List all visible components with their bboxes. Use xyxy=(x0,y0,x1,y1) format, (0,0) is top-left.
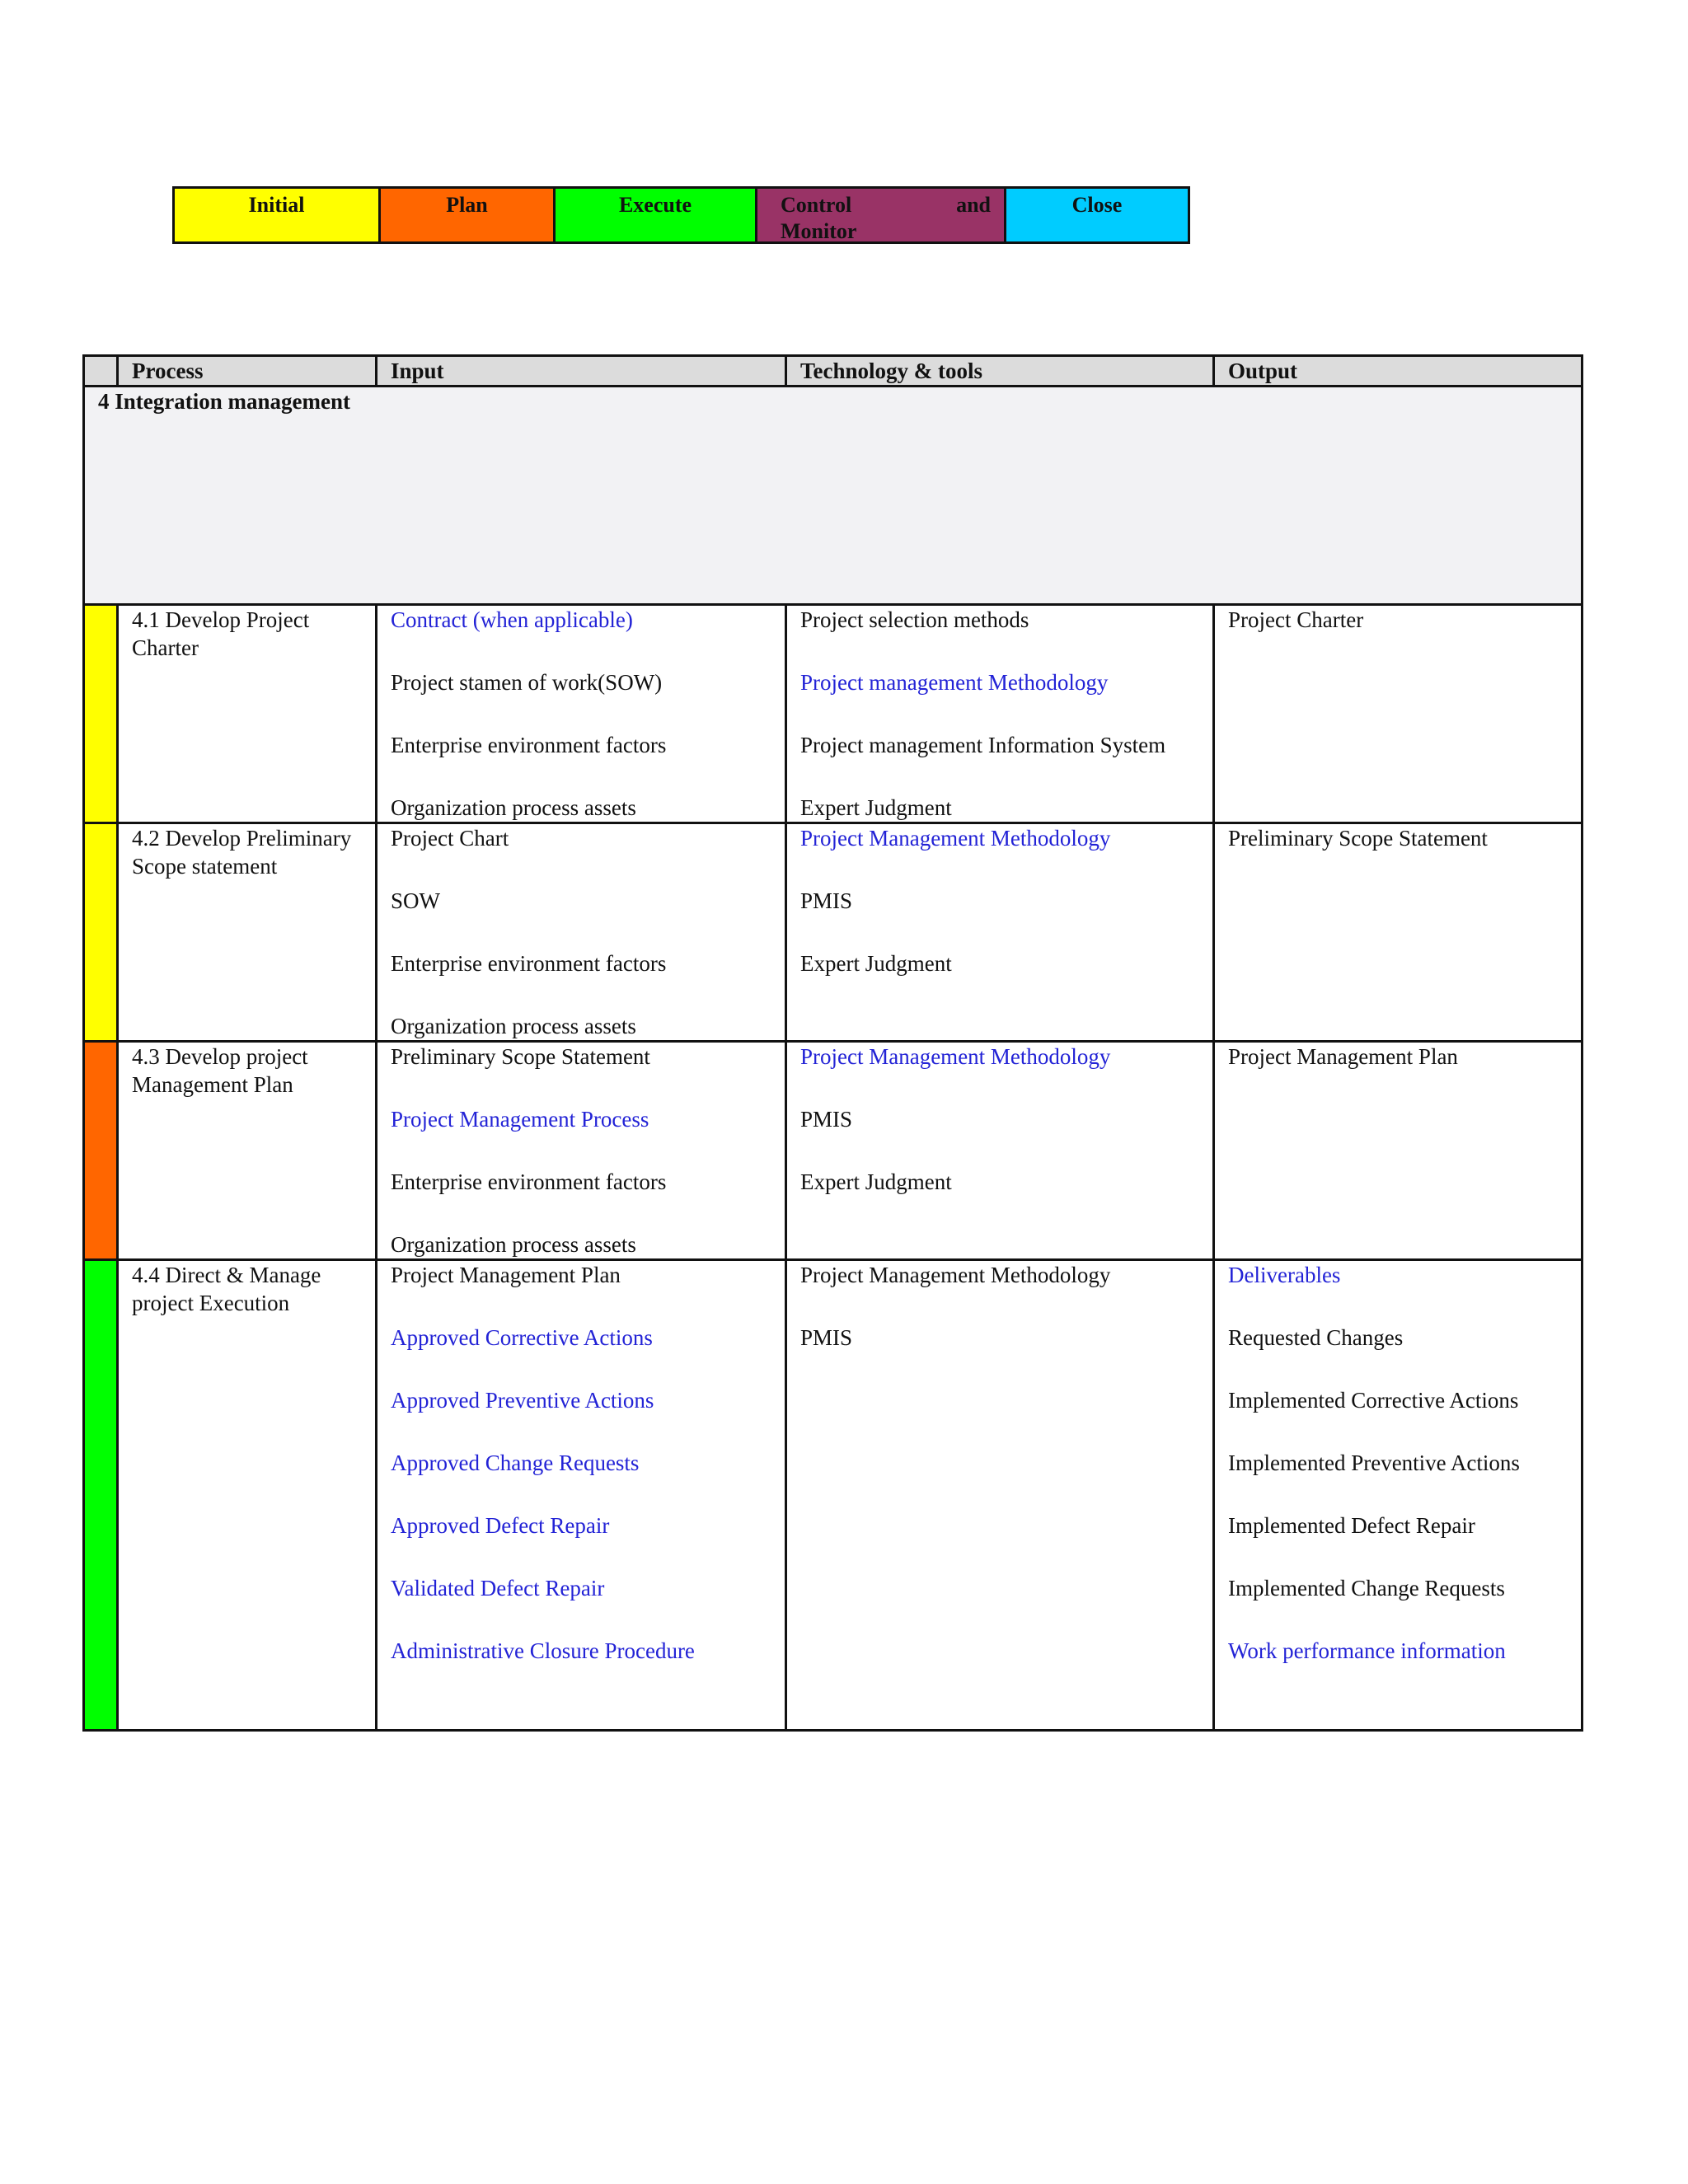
list-item: Organization process assets xyxy=(391,1232,636,1257)
table-row xyxy=(84,823,1582,1042)
list-item: Implemented Change Requests xyxy=(1228,1576,1505,1601)
phase-color-strip xyxy=(84,1260,118,1731)
header-input: Input xyxy=(377,356,786,387)
list-item[interactable]: Administrative Closure Procedure xyxy=(391,1638,695,1663)
header-phase-strip xyxy=(84,356,118,387)
list-item: PMIS xyxy=(800,888,853,913)
legend-control-word: Control xyxy=(781,193,852,217)
inputs-cell xyxy=(377,1260,786,1731)
list-item: Project stamen of work(SOW) xyxy=(391,670,663,695)
list-item[interactable]: Project Management Process xyxy=(391,1107,649,1132)
list-item: Enterprise environment factors xyxy=(391,1169,667,1194)
list-item: PMIS xyxy=(800,1325,853,1350)
list-item: Implemented Preventive Actions xyxy=(1228,1451,1520,1475)
list-item: Project Chart xyxy=(391,826,509,851)
list-item: Organization process assets xyxy=(391,795,636,820)
outputs-cell xyxy=(1214,605,1582,823)
list-item: Project Management Plan xyxy=(391,1263,621,1287)
list-item: PMIS xyxy=(800,1107,853,1132)
list-item: Enterprise environment factors xyxy=(391,951,667,976)
list-item: Organization process assets xyxy=(391,1014,636,1038)
header-tools: Technology & tools xyxy=(786,356,1214,387)
list-item: Preliminary Scope Statement xyxy=(1228,826,1488,851)
phase-color-strip xyxy=(84,1042,118,1260)
list-item: Project management Information System xyxy=(800,733,1166,757)
list-item: Expert Judgment xyxy=(800,951,952,976)
table-row xyxy=(84,1260,1582,1731)
phase-color-strip xyxy=(84,605,118,823)
list-item[interactable]: Approved Change Requests xyxy=(391,1451,640,1475)
list-item: Expert Judgment xyxy=(800,795,952,820)
header-process: Process xyxy=(118,356,377,387)
list-item[interactable]: Project Management Methodology xyxy=(800,826,1111,851)
legend-execute: Execute xyxy=(556,189,757,241)
list-item[interactable]: Work performance information xyxy=(1228,1638,1506,1663)
list-item[interactable]: Project management Methodology xyxy=(800,670,1109,695)
list-item[interactable]: Deliverables xyxy=(1228,1263,1341,1287)
process-cell: 4.1 Develop Project Charter xyxy=(118,605,377,823)
table-row xyxy=(84,1042,1582,1260)
list-item[interactable]: Project Management Methodology xyxy=(800,1044,1111,1069)
list-item: Project Charter xyxy=(1228,607,1364,632)
list-item[interactable]: Validated Defect Repair xyxy=(391,1576,605,1601)
list-item: Enterprise environment factors xyxy=(391,733,667,757)
tools-cell xyxy=(786,1042,1214,1260)
header-output: Output xyxy=(1214,356,1582,387)
list-item: Expert Judgment xyxy=(800,1169,952,1194)
header-row xyxy=(84,356,1582,387)
list-item: Implemented Corrective Actions xyxy=(1228,1388,1519,1413)
legend-initial: Initial xyxy=(175,189,381,241)
process-cell: 4.4 Direct & Manage project Execution xyxy=(118,1260,377,1731)
inputs-cell xyxy=(377,605,786,823)
inputs-cell xyxy=(377,1042,786,1260)
process-cell: 4.3 Develop project Management Plan xyxy=(118,1042,377,1260)
legend-close: Close xyxy=(1006,189,1188,241)
integration-management-table xyxy=(82,354,1583,1732)
list-item[interactable]: Contract (when applicable) xyxy=(391,607,633,632)
phase-color-strip xyxy=(84,823,118,1042)
list-item[interactable]: Approved Corrective Actions xyxy=(391,1325,653,1350)
table-row xyxy=(84,605,1582,823)
legend-and-word: and xyxy=(956,193,991,217)
list-item[interactable]: Approved Defect Repair xyxy=(391,1513,610,1538)
section-row xyxy=(84,387,1582,605)
list-item: SOW xyxy=(391,888,440,913)
outputs-cell xyxy=(1214,823,1582,1042)
process-cell: 4.2 Develop Preliminary Scope statement xyxy=(118,823,377,1042)
tools-cell xyxy=(786,823,1214,1042)
legend-monitor-word: Monitor xyxy=(781,219,857,243)
tools-cell xyxy=(786,605,1214,823)
inputs-cell xyxy=(377,823,786,1042)
tools-cell xyxy=(786,1260,1214,1731)
list-item[interactable]: Approved Preventive Actions xyxy=(391,1388,654,1413)
list-item: Requested Changes xyxy=(1228,1325,1404,1350)
list-item: Project Management Plan xyxy=(1228,1044,1458,1069)
list-item: Preliminary Scope Statement xyxy=(391,1044,650,1069)
list-item: Implemented Defect Repair xyxy=(1228,1513,1475,1538)
outputs-cell xyxy=(1214,1042,1582,1260)
list-item: Project selection methods xyxy=(800,607,1029,632)
phase-legend xyxy=(172,186,1190,244)
section-title: 4 Integration management xyxy=(84,387,1582,605)
legend-control-monitor xyxy=(757,189,1006,241)
list-item: Project Management Methodology xyxy=(800,1263,1111,1287)
outputs-cell xyxy=(1214,1260,1582,1731)
legend-plan: Plan xyxy=(381,189,556,241)
